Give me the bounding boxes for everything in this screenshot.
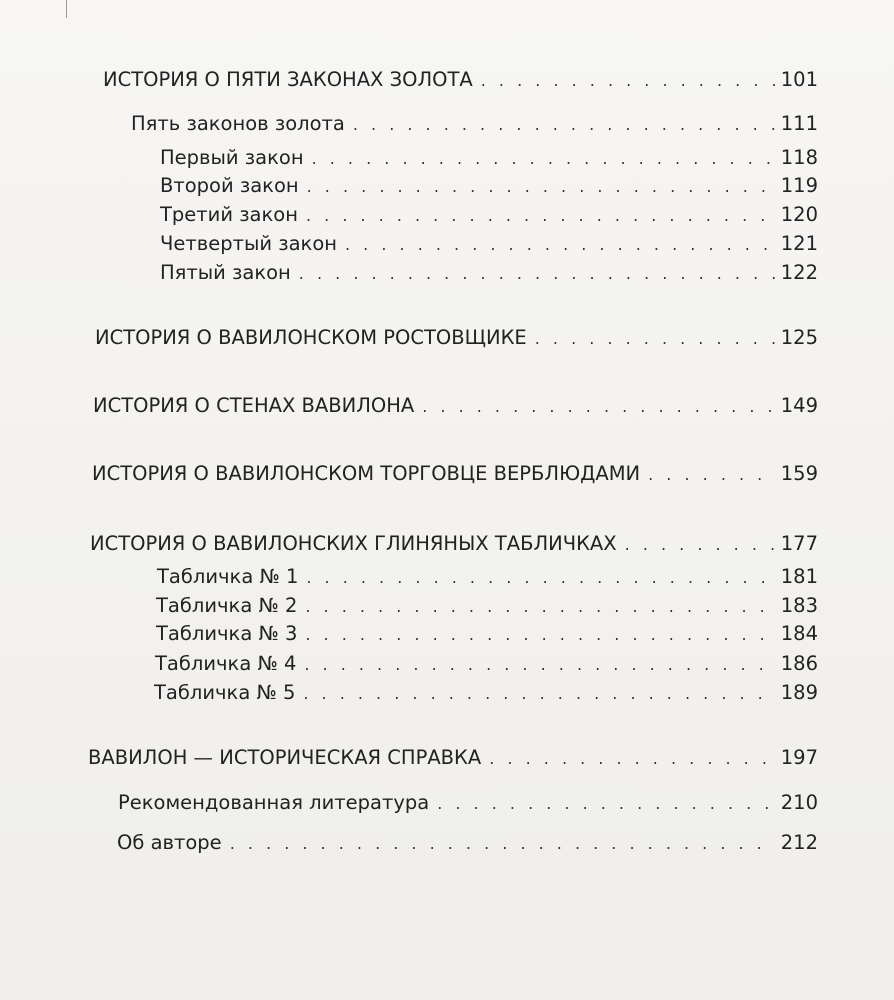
toc-entry[interactable] (90, 532, 818, 555)
toc-entry-page: 118 (780, 146, 818, 169)
toc-entry[interactable] (92, 462, 818, 485)
dot-leader (305, 597, 774, 616)
toc-entry[interactable] (103, 68, 818, 91)
toc-entry-title: Четвертый закон (160, 232, 337, 255)
toc-entry-title: Табличка № 3 (156, 622, 298, 645)
toc-entry-title: ИСТОРИЯ О ПЯТИ ЗАКОНАХ ЗОЛОТА (103, 68, 473, 91)
toc-entry-title: ВАВИЛОН — ИСТОРИЧЕСКАЯ СПРАВКА (88, 746, 482, 769)
dot-leader (299, 264, 775, 283)
dot-leader (437, 794, 775, 813)
toc-entry[interactable] (157, 565, 818, 588)
toc-entry[interactable] (160, 203, 818, 226)
toc-entry-page: 186 (780, 652, 818, 675)
toc-entry-title: ИСТОРИЯ О ВАВИЛОНСКИХ ГЛИНЯНЫХ ТАБЛИЧКАХ (90, 532, 617, 555)
toc-entry-page: 183 (780, 594, 818, 617)
dot-leader (422, 397, 775, 416)
toc-entry-title: Об авторе (117, 831, 222, 854)
toc-entry-title: Третий закон (160, 203, 298, 226)
toc-entry[interactable] (155, 652, 818, 675)
toc-entry-title: Пятый закон (160, 261, 291, 284)
toc-entry-title: Табличка № 4 (155, 652, 297, 675)
toc-entry-page: 122 (780, 261, 818, 284)
toc-entry[interactable] (131, 112, 818, 135)
toc-entry-title: Рекомендованная литература (118, 791, 430, 814)
toc-entry[interactable] (156, 594, 818, 617)
toc-entry-title: Первый закон (160, 146, 304, 169)
toc-entry-title: ИСТОРИЯ О ВАВИЛОНСКОМ РОСТОВЩИКЕ (95, 326, 527, 349)
toc-entry[interactable] (93, 394, 818, 417)
margin-tick (66, 0, 67, 18)
dot-leader (312, 149, 775, 168)
toc-entry[interactable] (160, 232, 818, 255)
toc-entry-title: Табличка № 2 (156, 594, 298, 617)
toc-entry[interactable] (118, 791, 818, 814)
toc-entry-title: ИСТОРИЯ О ВАВИЛОНСКОМ ТОРГОВЦЕ ВЕРБЛЮДАМИ (92, 462, 641, 485)
toc-entry[interactable] (160, 174, 818, 197)
toc-entry[interactable] (95, 326, 818, 349)
toc-entry-title: Табличка № 5 (154, 681, 296, 704)
toc-entry-page: 121 (780, 232, 818, 255)
dot-leader (307, 177, 775, 196)
dot-leader (353, 115, 775, 134)
toc-entry-page: 125 (780, 326, 818, 349)
toc-entry-page: 177 (780, 532, 818, 555)
dot-leader (304, 655, 774, 674)
toc-entry-page: 184 (780, 622, 818, 645)
toc-entry[interactable] (160, 146, 818, 169)
dot-leader (230, 834, 775, 853)
dot-leader (303, 684, 774, 703)
toc-entry[interactable] (160, 261, 818, 284)
toc-entry-title: ИСТОРИЯ О СТЕНАХ ВАВИЛОНА (93, 394, 415, 417)
toc-entry-page: 197 (780, 746, 818, 769)
toc-entry-page: 101 (780, 68, 818, 91)
dot-leader (489, 749, 775, 768)
toc-entry-page: 210 (780, 791, 818, 814)
toc-entry-title: Пять законов золота (131, 112, 345, 135)
dot-leader (306, 206, 775, 225)
toc-entry-page: 181 (780, 565, 818, 588)
toc-entry-page: 189 (780, 681, 818, 704)
toc-entry-page: 111 (780, 112, 818, 135)
dot-leader (535, 329, 775, 348)
dot-leader (306, 568, 774, 587)
toc-entry-page: 119 (780, 174, 818, 197)
toc-entry-title: Второй закон (160, 174, 299, 197)
toc-entry-page: 159 (780, 462, 818, 485)
toc-entry[interactable] (88, 746, 818, 769)
toc-entry-page: 149 (780, 394, 818, 417)
toc-entry[interactable] (156, 622, 818, 645)
toc-entry-page: 212 (780, 831, 818, 854)
dot-leader (648, 465, 775, 484)
dot-leader (625, 535, 775, 554)
dot-leader (305, 625, 774, 644)
toc-entry[interactable] (117, 831, 818, 854)
toc-entry-page: 120 (780, 203, 818, 226)
toc-entry-title: Табличка № 1 (157, 565, 299, 588)
dot-leader (481, 71, 775, 90)
dot-leader (345, 235, 775, 254)
toc-entry[interactable] (154, 681, 818, 704)
